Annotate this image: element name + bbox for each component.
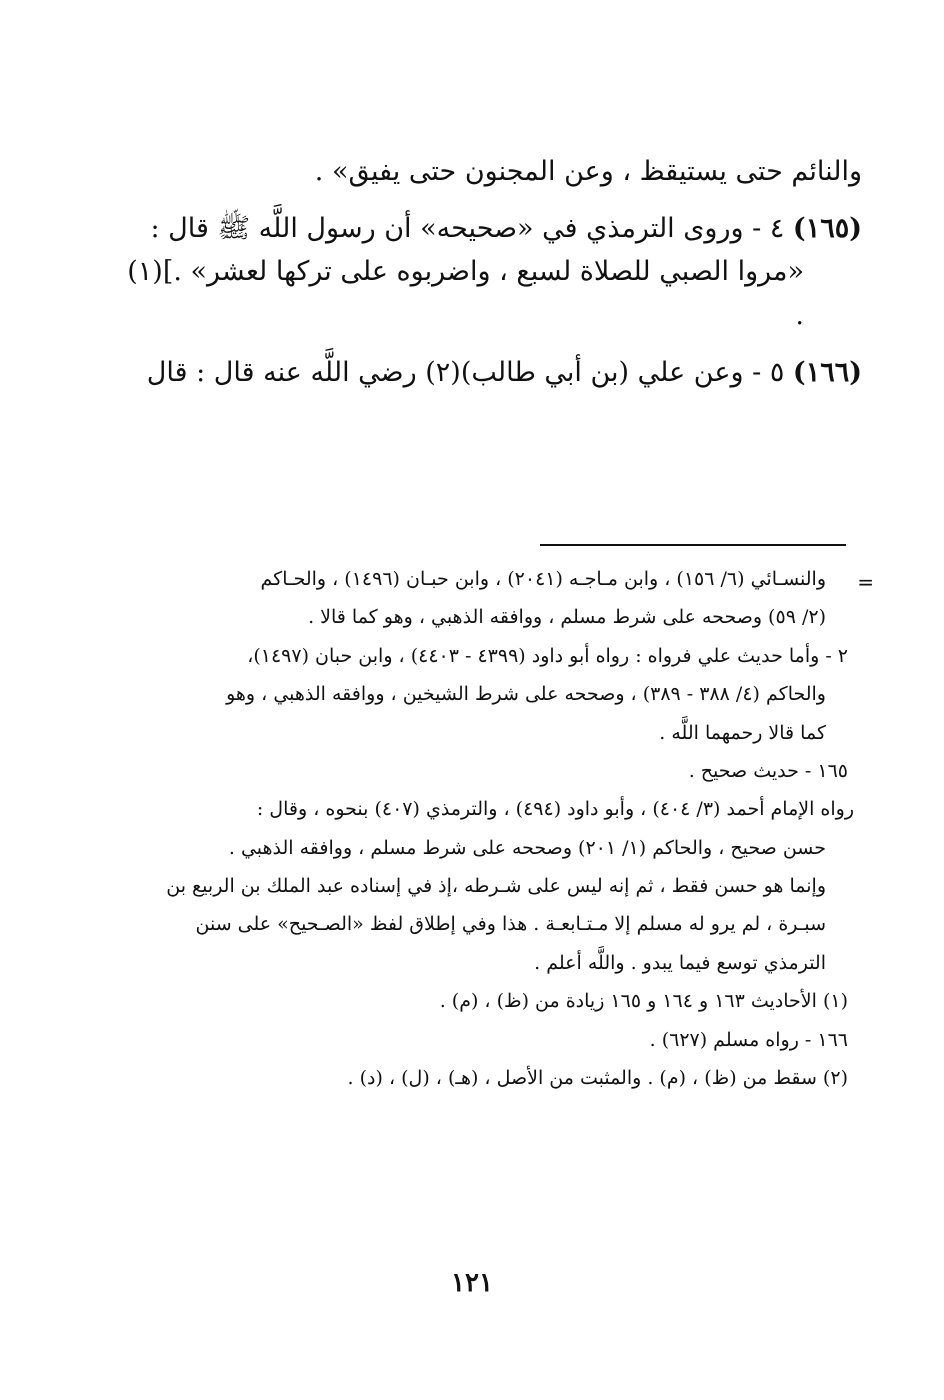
footnote-line: الترمذي توسع فيما يبدو . واللَّه أعلم . <box>534 951 826 974</box>
footnote-line: رواه الإمام أحمد (٣/ ٤٠٤) ، وأبو داود (٤٩٤) ، والترمذي (٤٠٧) بنحوه ، وقال : <box>256 798 854 821</box>
main-text <box>122 150 862 394</box>
footnote-line: حسن صحيح ، والحاكم (١/ ٢٠١) وصححه على شرط مسلم ، ووافقه الذهبي . <box>228 836 826 859</box>
hadith-text: ٤ - وروى الترمذي في «صحيحه» أن رسول اللَّه ﷺ قال : <box>150 213 785 245</box>
hadith-number: (١٦٥) <box>792 213 862 245</box>
footnote-line: سبـرة ، لم يرو له مسلم إلا مـتـابعـة . هذا وفي إطلاق لفظ «الصـحيح» على سنن <box>195 913 826 936</box>
footnote-line: ٢ - وأما حديث علي فرواه : رواه أبو داود (٤٣٩٩ - ٤٤٠٣) ، وابن حبان (١٤٩٧)، <box>247 644 848 667</box>
continuation-mark: = <box>857 570 874 594</box>
hadith-text-continuation: «مروا الصبي للصلاة لسبع ، واضربوه على تركها لعشر» .](١) . <box>127 256 804 331</box>
hadith-166 <box>122 351 862 394</box>
footnote-line: والنسـائي (٦/ ١٥٦) ، وابن مـاجـه (٢٠٤١) ، وابن حبـان (١٤٩٦) ، والحـاكم <box>260 568 826 590</box>
hadith-number: (١٦٦) <box>792 356 862 388</box>
page-number: ١٢١ <box>451 1268 493 1298</box>
hadith-165 <box>122 207 862 250</box>
footnote-line: كما قالا رحمهما اللَّه . <box>659 721 826 744</box>
footnote-separator <box>540 544 846 546</box>
hadith-text: ٥ - وعن علي (بن أبي طالب)(٢) رضي اللَّه عنه قال : قال <box>146 356 785 388</box>
footnote-line: (٢/ ٥٩) وصححه على شرط مسلم ، ووافقه الذهبي ، وهو كما قالا . <box>308 606 826 629</box>
footnote-line: ١٦٥ - حديث صحيح . <box>688 759 848 782</box>
footnote-line: وإنما هو حسن فقط ، ثم إنه ليس على شـرطه ،إذ في إسناده عبد الملك بن الربيع بن <box>166 875 826 897</box>
footnote-line: ١٦٦ - رواه مسلم (٦٢٧) . <box>649 1028 848 1051</box>
main-text-line: والنائم حتى يستيقظ ، وعن المجنون حتى يفيق» . <box>314 156 862 187</box>
footnote-line: (١) الأحاديث ١٦٣ و ١٦٤ و ١٦٥ زيادة من (ظ) ، (م) . <box>439 990 848 1013</box>
footnotes <box>128 560 854 1097</box>
footnote-line: والحاكم (٤/ ٣٨٨ - ٣٨٩) ، وصححه على شرط الشيخين ، ووافقه الذهبي ، وهو <box>226 683 826 706</box>
footnote-line: (٢) سقط من (ظ) ، (م) . والمثبت من الأصل ، (هـ) ، (ل) ، (د) . <box>347 1066 848 1089</box>
